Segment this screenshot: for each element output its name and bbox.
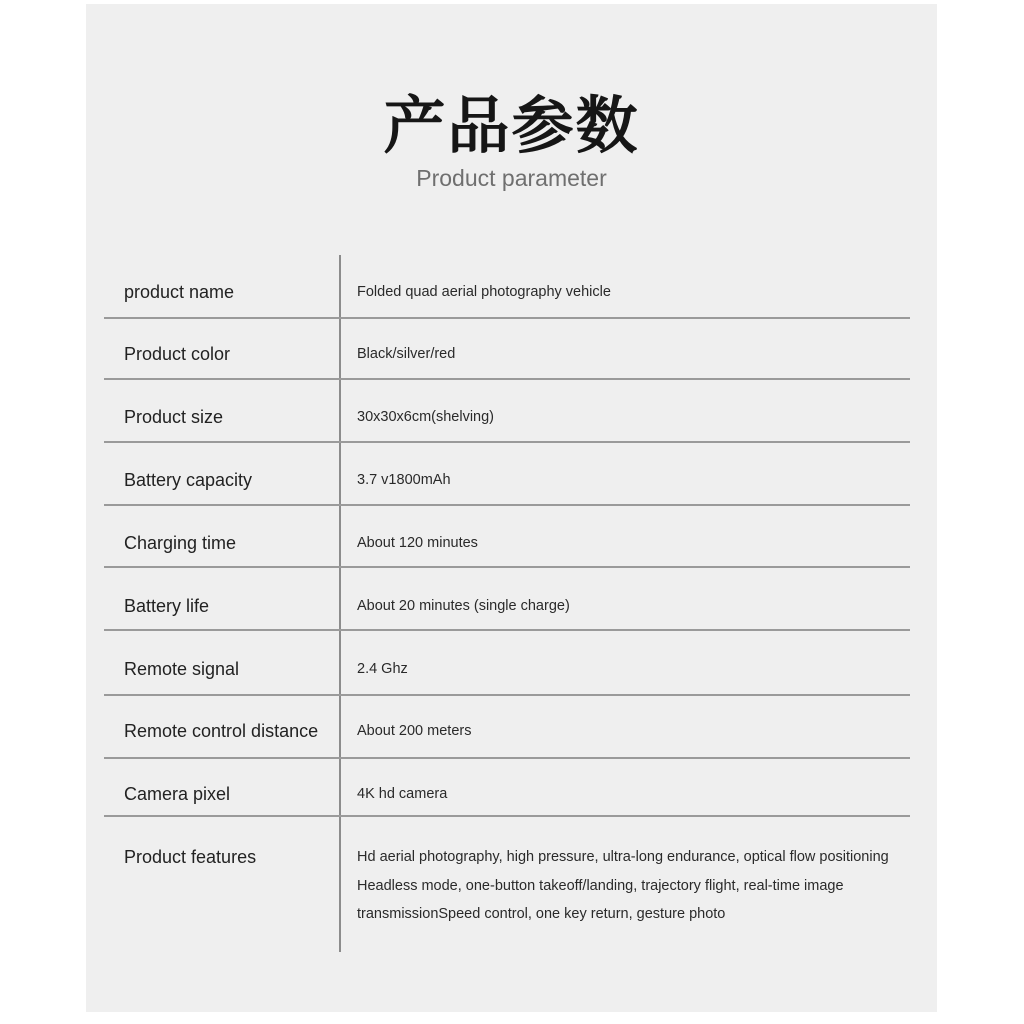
spec-sheet [86, 4, 937, 1012]
spec-label-camera-pixel: Camera pixel [124, 784, 231, 804]
row-divider [104, 378, 910, 380]
spec-value-remote-control-distance: About 200 meters [357, 723, 472, 739]
spec-value-camera-pixel: 4K hd camera [357, 786, 448, 802]
feature-line: Hd aerial photography, high pressure, ultra-long endurance, optical flow positioning [357, 849, 889, 865]
row-divider [104, 566, 910, 568]
spec-label-product-size: Product size [124, 407, 224, 427]
feature-line: Headless mode, one-button takeoff/landing, trajectory flight, real-time image [357, 877, 844, 894]
row-divider [104, 504, 910, 506]
spec-value-product-name: Folded quad aerial photography vehicle [357, 284, 611, 300]
spec-value-remote-signal: 2.4 Ghz [357, 661, 408, 677]
spec-value-battery-life: About 20 minutes (single charge) [357, 598, 570, 614]
spec-label-remote-control-distance: Remote control distance [124, 721, 319, 741]
table-column-divider [339, 255, 341, 952]
page-title: 产品参数 [383, 89, 640, 162]
spec-value-charging-time: About 120 minutes [357, 535, 478, 551]
spec-label-battery-capacity: Battery capacity [124, 470, 253, 490]
row-divider [104, 757, 910, 759]
spec-value-product-color: Black/silver/red [357, 346, 456, 362]
spec-label-remote-signal: Remote signal [124, 659, 240, 679]
row-divider [104, 629, 910, 631]
spec-label-product-features: Product features [124, 847, 257, 867]
spec-label-battery-life: Battery life [124, 596, 210, 616]
page-subtitle: Product parameter [416, 165, 607, 191]
spec-value-product-size: 30x30x6cm(shelving) [357, 409, 495, 425]
spec-value-battery-capacity: 3.7 v1800mAh [357, 472, 451, 488]
spec-label-product-color: Product color [124, 344, 231, 364]
spec-label-charging-time: Charging time [124, 533, 237, 553]
row-divider [104, 694, 910, 696]
spec-label-product-name: product name [124, 282, 235, 302]
row-divider [104, 441, 910, 443]
spec-value-product-features [357, 843, 889, 929]
feature-line: transmissionSpeed control, one key return, gesture photo [357, 906, 726, 922]
row-divider [104, 815, 910, 817]
row-divider [104, 317, 910, 319]
